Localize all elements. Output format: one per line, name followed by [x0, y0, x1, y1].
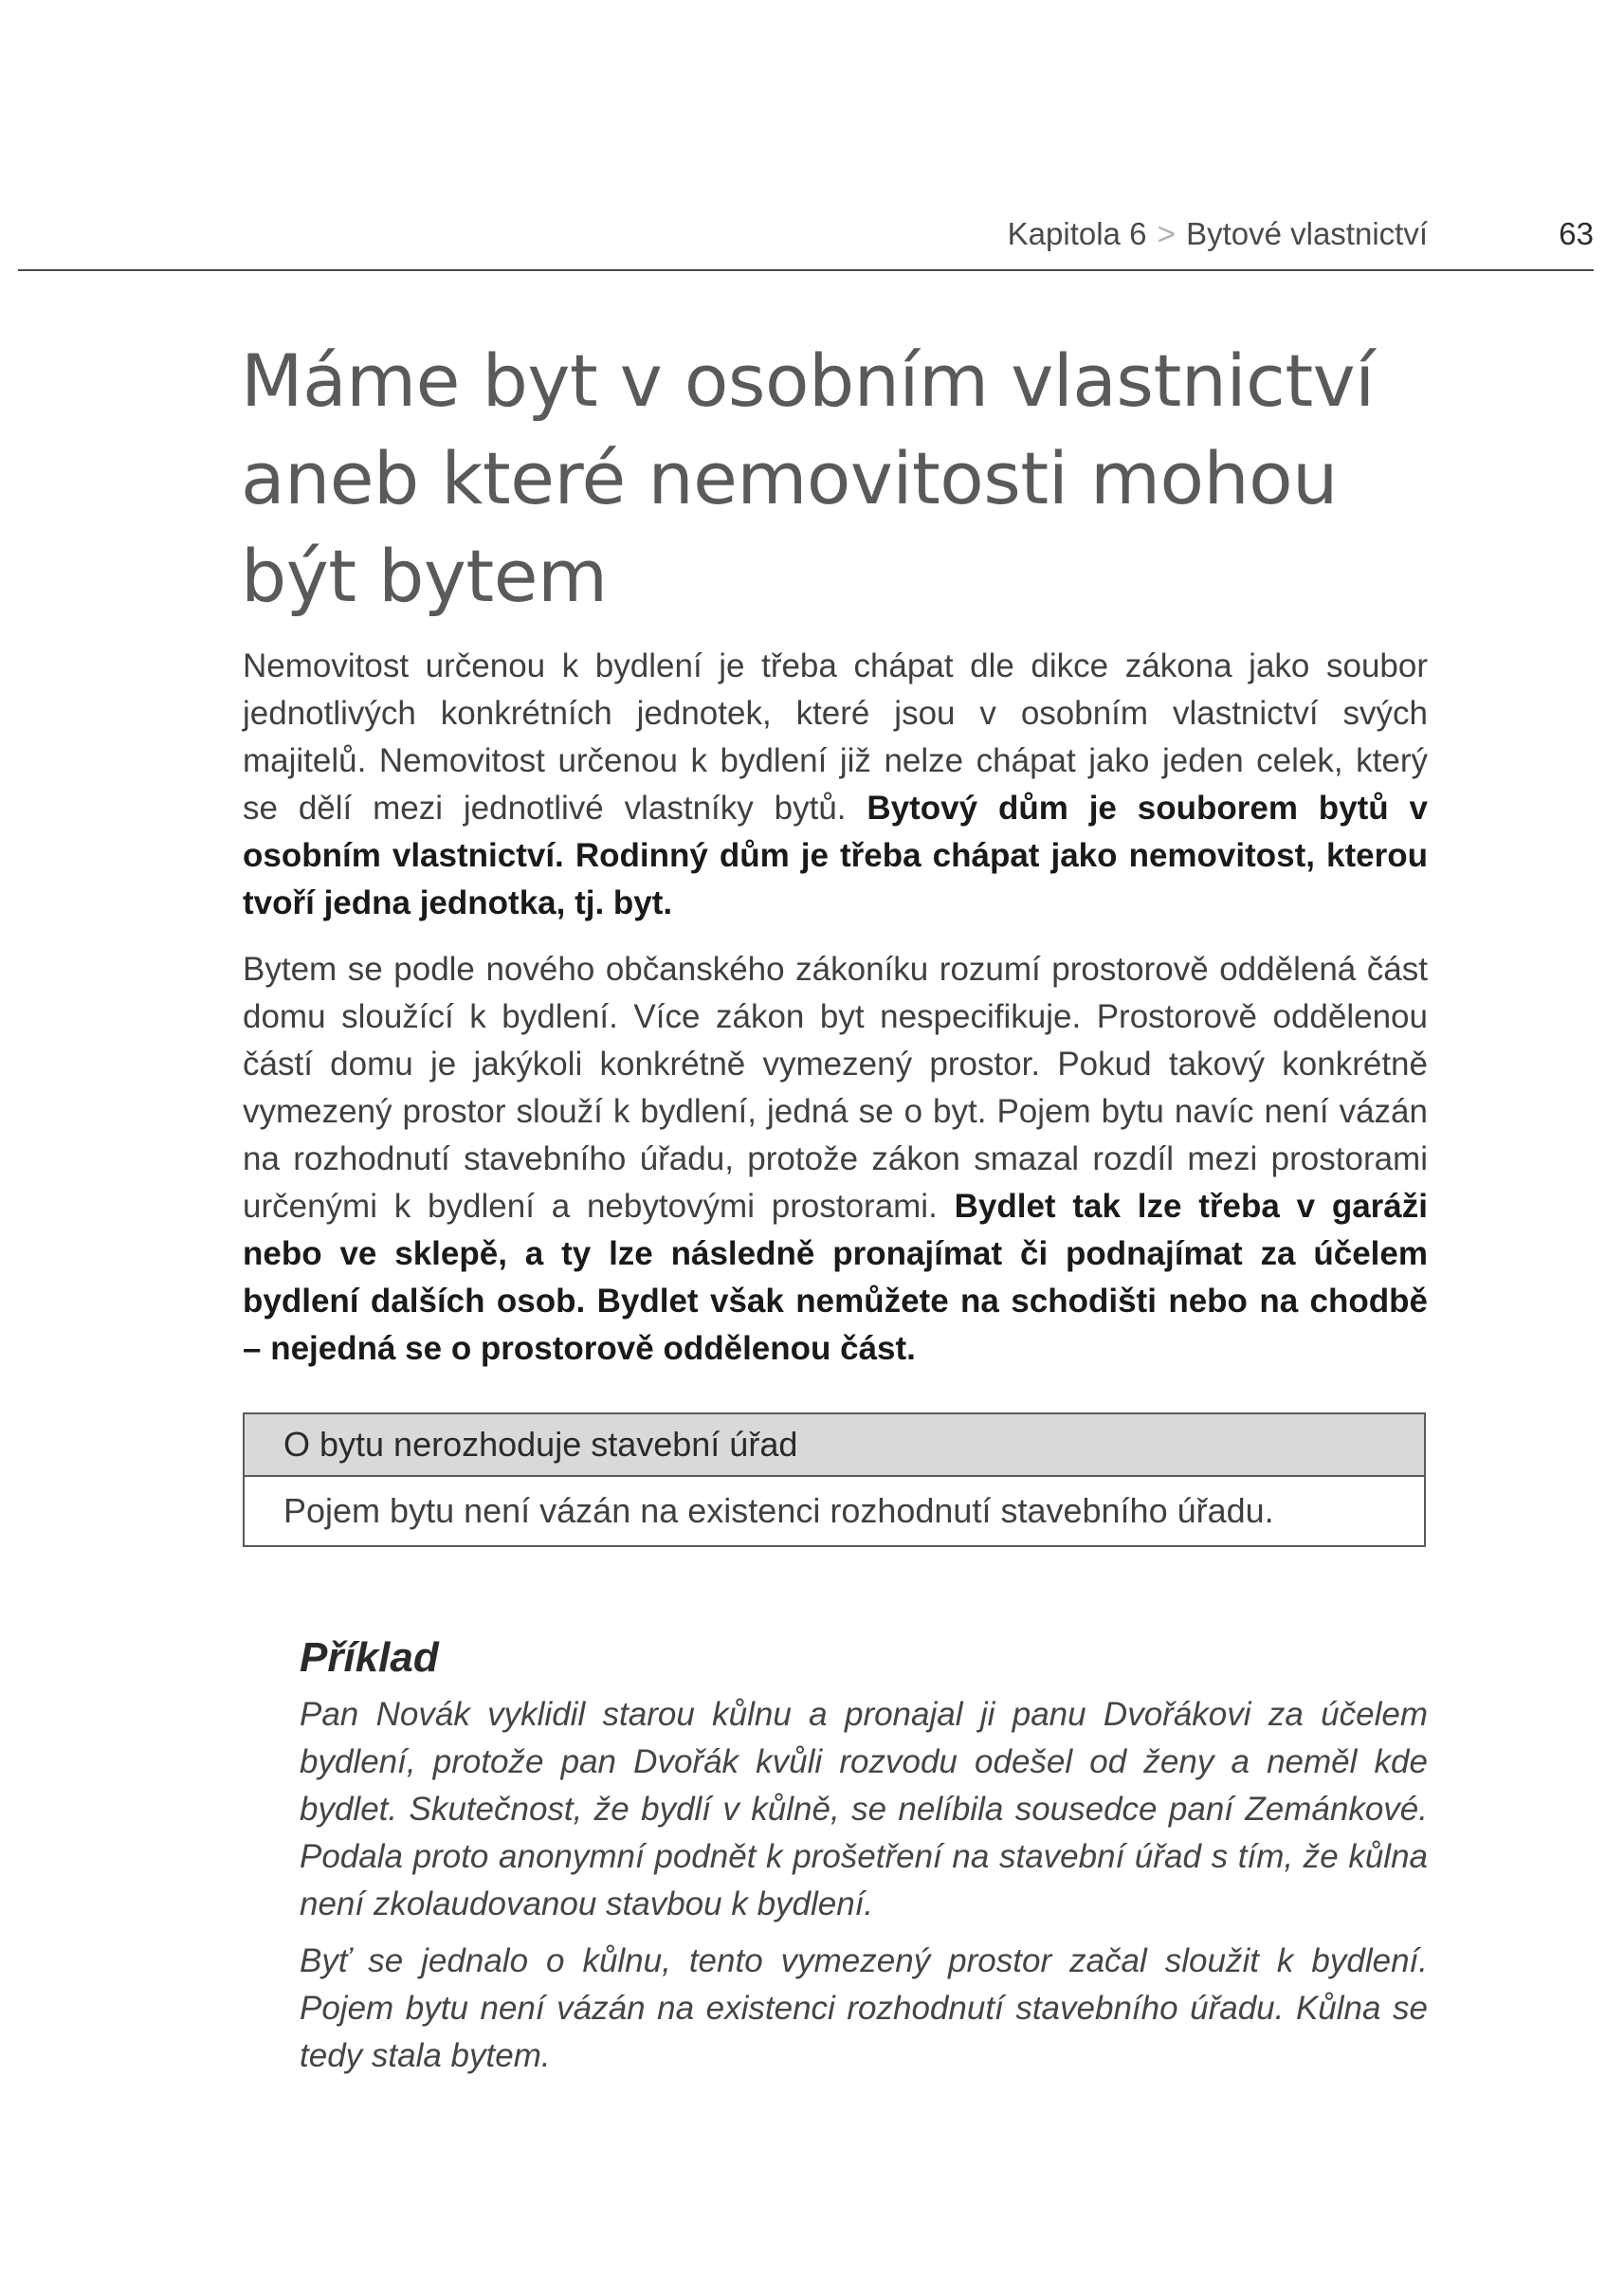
example-paragraph-1: Pan Novák vyklidil starou kůlnu a pronajal ji panu Dvořákovi za účelem bydlení, protože pan Dvořák kvůli rozvodu odešel od ženy a neměl kde bydlet. Skutečnost, že bydlí v kůlně, se nelíbila sousedce paní Zemánkové. Podala proto anonymní podnět k prošetření na stavební úřad s tím, že kůlna není zkolaudovanou stavbou k bydlení. — [300, 1696, 1428, 1922]
page-title — [241, 332, 1435, 625]
title-line-1: Máme byt v osobním vlastnictví — [241, 338, 1375, 423]
paragraph-1-text: Nemovitost určenou k bydlení je třeba chápat dle dikce zákona jako soubor jednotlivých konkrétních jednotek, které jsou v osobním vlastnictví svých majitelů. Nemovitost určenou k bydlení již nelze chápat jako jeden celek, který se dělí mezi jednotlivé vlastníky bytů. — [243, 647, 1428, 827]
chapter-label: Kapitola 6 — [1007, 216, 1147, 251]
section-label: Bytové vlastnictví — [1186, 216, 1428, 251]
paragraph-2-text: Bytem se podle nového občanského zákoníku rozumí prostorově oddělená část domu sloužící k bydlení. Více zákon byt nespecifikuje. Prostorově oddělenou částí domu je jakýkoli konkrétně vymezený prostor. Pokud takový konkrétně vymezený prostor slouží k bydlení, jedná se o byt. Pojem bytu navíc není vázán na rozhodnutí stavebního úřadu, protože zákon smazal rozdíl mezi prostorami určenými k bydlení a nebytovými prostorami. — [243, 951, 1428, 1225]
breadcrumb-separator: > — [1157, 216, 1176, 251]
body-paragraph-1 — [243, 643, 1428, 927]
body-paragraph-2 — [243, 946, 1428, 1373]
page-number: 63 — [1559, 216, 1594, 251]
info-box-text: Pojem bytu není vázán na existenci rozhodnutí stavebního úřadu. — [283, 1491, 1274, 1530]
example-title: Příklad — [300, 1634, 439, 1681]
title-line-2: aneb které nemovitosti mohou — [241, 436, 1338, 520]
paragraph-2-emphasis: Bydlet tak lze třeba v garáži nebo ve sklepě, a ty lze následně pronajímat či podnajímat za účelem bydlení dalších osob. Bydlet však nemůžete na schodišti nebo na chodbě – nejedná se o prostorově oddělenou část. — [243, 1188, 1428, 1367]
paragraph-1-emphasis: Bytový dům je souborem bytů v osobním vlastnictví. Rodinný dům je třeba chápat jako nemovitost, kterou tvoří jedna jednotka, tj. byt. — [243, 790, 1429, 921]
header-rule — [18, 269, 1594, 271]
running-header — [0, 216, 1624, 273]
example-paragraph-2: Byť se jednalo o kůlnu, tento vymezený prostor začal sloužit k bydlení. Pojem bytu není vázán na existenci rozhodnutí stavebního úřadu. Kůlna se tedy stala bytem. — [300, 1942, 1428, 2074]
info-box — [243, 1412, 1426, 1547]
title-line-3: být bytem — [241, 534, 608, 618]
info-box-heading: O bytu nerozhoduje stavební úřad — [245, 1414, 1424, 1477]
breadcrumb — [1008, 216, 1428, 252]
example-section — [300, 1630, 1428, 2080]
